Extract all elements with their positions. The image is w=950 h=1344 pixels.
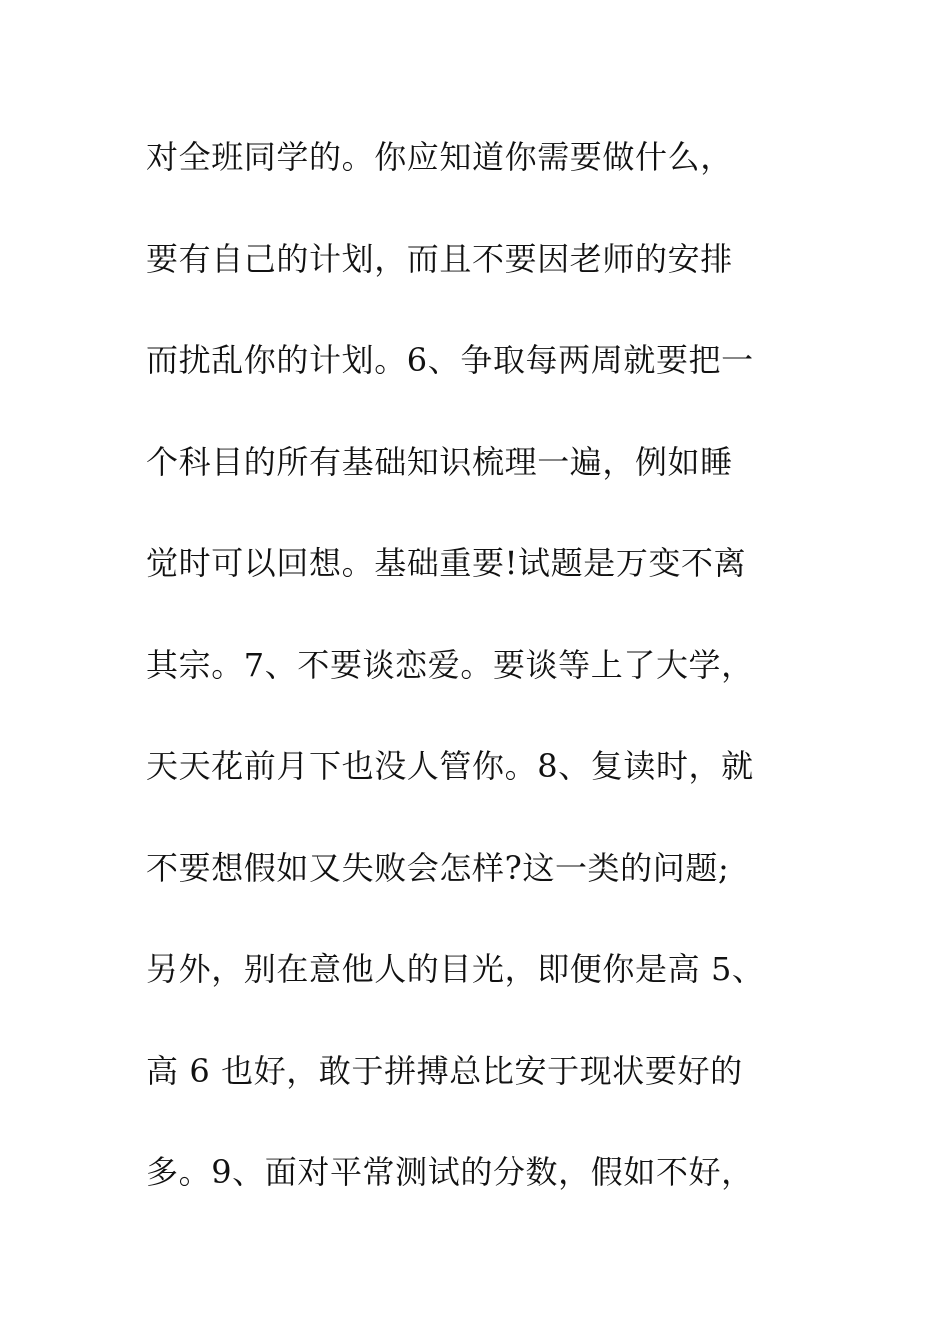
- text-line: 多。9、面对平常测试的分数，假如不好，: [146, 1153, 754, 1191]
- text-line: 个科目的所有基础知识梳理一遍，例如睡: [146, 442, 733, 481]
- text-line: 高 6 也好，敢于拼搏总比安于现状要好的: [146, 1051, 743, 1090]
- text-line: 觉时可以回想。基础重要!试题是万变不离: [146, 544, 747, 582]
- text-line: 天天花前月下也没人管你。8、复读时，就: [146, 747, 754, 785]
- text-line: 对全班同学的。你应知道你需要做什么，: [146, 138, 733, 176]
- text-line: 而扰乱你的计划。6、争取每两周就要把一: [146, 341, 754, 379]
- text-line: 不要想假如又失败会怎样?这一类的问题;: [146, 848, 730, 887]
- body-text: [146, 126, 826, 1243]
- text-line: 要有自己的计划，而且不要因老师的安排: [146, 239, 733, 278]
- text-line: 其宗。7、不要谈恋爱。要谈等上了大学，: [146, 645, 754, 684]
- text-line: 另外，别在意他人的目光，即便你是高 5、: [146, 950, 765, 988]
